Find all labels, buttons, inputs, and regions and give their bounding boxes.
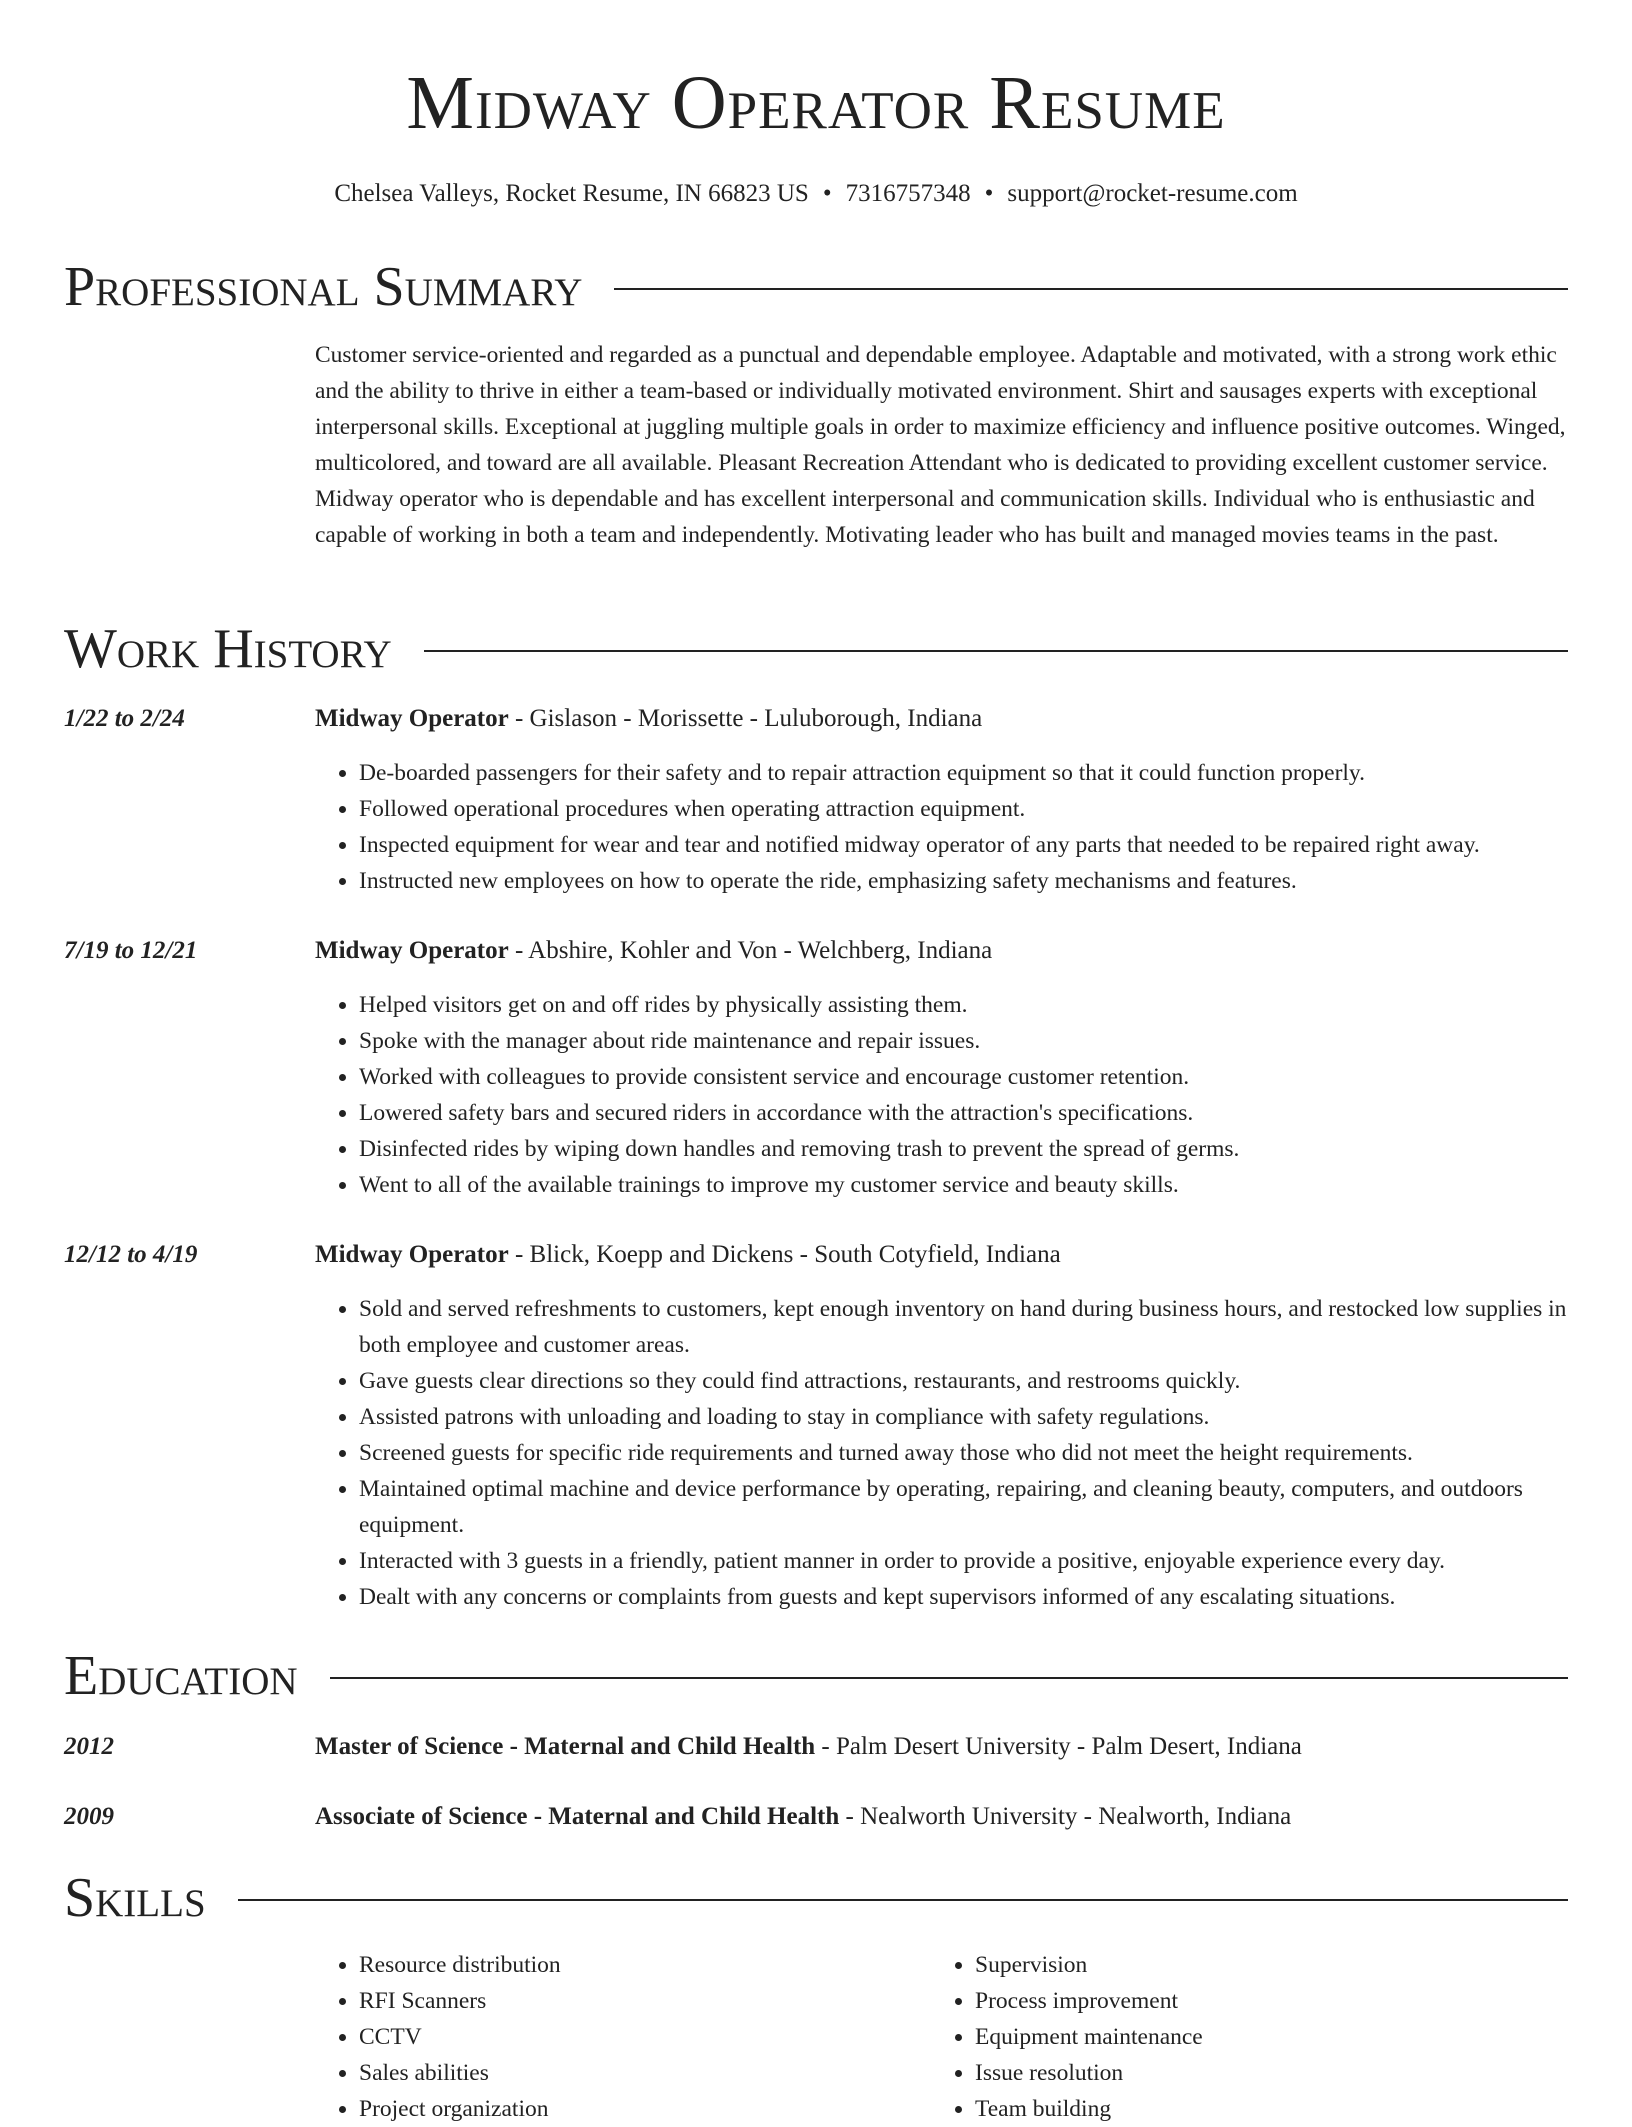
duty-item: • Instructed new employees on how to operate the ride, emphasizing safety mechanisms and features.	[359, 863, 1568, 899]
section-title: Education	[64, 1645, 298, 1707]
education-school: - Palm Desert University - Palm Desert, Indiana	[815, 1733, 1302, 1760]
job-entry	[64, 703, 1568, 899]
job-employer: - Abshire, Kohler and Von - Welchberg, Indiana	[508, 937, 993, 964]
section-divider	[614, 288, 1568, 290]
job-heading	[315, 703, 1568, 735]
section-divider	[424, 650, 1568, 652]
section-divider	[238, 1899, 1568, 1901]
duty-item: • Followed operational procedures when operating attraction equipment.	[359, 791, 1568, 827]
duty-item: • Maintained optimal machine and device performance by operating, repairing, and cleaning beauty, computers, and outdoors equipment.	[359, 1471, 1568, 1543]
skill-item: • Project organization	[359, 2091, 561, 2127]
section-skills-header	[64, 1866, 1568, 1930]
contact-email: support@rocket-resume.com	[1007, 180, 1298, 207]
section-education-header	[64, 1644, 1568, 1708]
resume-title: Midway Operator Resume	[406, 61, 1226, 145]
education-school: - Nealworth University - Nealworth, Indiana	[839, 1803, 1292, 1830]
duty-item: • Disinfected rides by wiping down handles and removing trash to prevent the spread of germs.	[359, 1131, 1568, 1167]
education-degree: Master of Science - Maternal and Child Health	[315, 1733, 816, 1760]
duty-item: • De-boarded passengers for their safety and to repair attraction equipment so that it could function properly.	[359, 755, 1568, 791]
skills-list-left	[315, 1947, 561, 2127]
skill-item: • Sales abilities	[359, 2055, 561, 2091]
job-entry	[64, 1239, 1568, 1615]
skill-item: • RFI Scanners	[359, 1983, 561, 2019]
skill-item: • Supervision	[975, 1947, 1203, 1983]
skill-item: • Issue resolution	[975, 2055, 1203, 2091]
duty-item: • Gave guests clear directions so they could find attractions, restaurants, and restrooms quickly.	[359, 1363, 1568, 1399]
job-heading	[315, 1239, 1568, 1271]
skills-list-right	[931, 1947, 1203, 2127]
section-title: Work History	[64, 618, 392, 680]
job-dates: 1/22 to 2/24	[64, 705, 185, 732]
contact-line	[0, 178, 1632, 210]
contact-separator: •	[984, 180, 994, 207]
duty-item: • Interacted with 3 guests in a friendly, patient manner in order to provide a positive, enjoyable experience every day.	[359, 1543, 1568, 1579]
job-duties	[315, 755, 1568, 899]
job-title: Midway Operator	[315, 705, 509, 732]
job-duties	[315, 987, 1568, 1203]
duty-item: • Worked with colleagues to provide consistent service and encourage customer retention.	[359, 1059, 1568, 1095]
section-work-header	[64, 617, 1568, 681]
duty-item: • Went to all of the available trainings to improve my customer service and beauty skills.	[359, 1167, 1568, 1203]
skill-item: • Process improvement	[975, 1983, 1203, 2019]
contact-phone: 7316757348	[845, 180, 971, 207]
section-title: Professional Summary	[64, 256, 583, 318]
duty-item: • Lowered safety bars and secured riders in accordance with the attraction's specifications.	[359, 1095, 1568, 1131]
section-divider	[330, 1677, 1568, 1679]
duty-item: • Sold and served refreshments to customers, kept enough inventory on hand during business hours, and restocked low supplies in both employee and customer areas.	[359, 1291, 1568, 1363]
job-entry	[64, 935, 1568, 1203]
duty-item: • Dealt with any concerns or complaints from guests and kept supervisors informed of any escalating situations.	[359, 1579, 1568, 1615]
job-title: Midway Operator	[315, 1241, 509, 1268]
skill-item: • CCTV	[359, 2019, 561, 2055]
duty-item: • Screened guests for specific ride requirements and turned away those who did not meet the height requirements.	[359, 1435, 1568, 1471]
duty-item: • Spoke with the manager about ride maintenance and repair issues.	[359, 1023, 1568, 1059]
job-duties	[315, 1291, 1568, 1615]
job-employer: - Gislason - Morissette - Luluborough, Indiana	[508, 705, 983, 732]
skill-item: • Equipment maintenance	[975, 2019, 1203, 2055]
education-heading	[315, 1731, 1568, 1763]
job-dates: 7/19 to 12/21	[64, 937, 198, 964]
skill-item: • Resource distribution	[359, 1947, 561, 1983]
duty-item: • Assisted patrons with unloading and loading to stay in compliance with safety regulations.	[359, 1399, 1568, 1435]
education-entry	[64, 1801, 1568, 1833]
job-employer: - Blick, Koepp and Dickens - South Cotyfield, Indiana	[508, 1241, 1061, 1268]
contact-address: Chelsea Valleys, Rocket Resume, IN 66823 US	[334, 180, 809, 207]
section-title: Skills	[64, 1867, 206, 1929]
job-title: Midway Operator	[315, 937, 509, 964]
contact-separator: •	[822, 180, 832, 207]
education-year: 2009	[64, 1803, 114, 1830]
skill-item: • Team building	[975, 2091, 1203, 2127]
section-summary-header	[64, 255, 1568, 319]
education-entry	[64, 1731, 1568, 1763]
education-heading	[315, 1801, 1568, 1833]
education-degree: Associate of Science - Maternal and Child Health	[315, 1803, 840, 1830]
job-heading	[315, 935, 1568, 967]
duty-item: • Inspected equipment for wear and tear and notified midway operator of any parts that needed to be repaired right away.	[359, 827, 1568, 863]
summary-text: Customer service-oriented and regarded as a punctual and dependable employee. Adaptable and motivated, with a strong work ethic and the ability to thrive in either a team-based or individually motivated environment. Shirt and sausages experts with exceptional interpersonal skills. Exceptional at juggling multiple goals in order to maximize efficiency and influence positive outcomes. Winged, multicolored, and toward are all available. Pleasant Recreation Attendant who is dedicated to providing excellent customer service. Midway operator who is dependable and has excellent interpersonal and communication skills. Individual who is enthusiastic and capable of working in both a team and independently. Motivating leader who has built and managed movies teams in the past.	[315, 342, 1566, 548]
duty-item: • Helped visitors get on and off rides by physically assisting them.	[359, 987, 1568, 1023]
education-year: 2012	[64, 1733, 114, 1760]
job-dates: 12/12 to 4/19	[64, 1241, 198, 1268]
